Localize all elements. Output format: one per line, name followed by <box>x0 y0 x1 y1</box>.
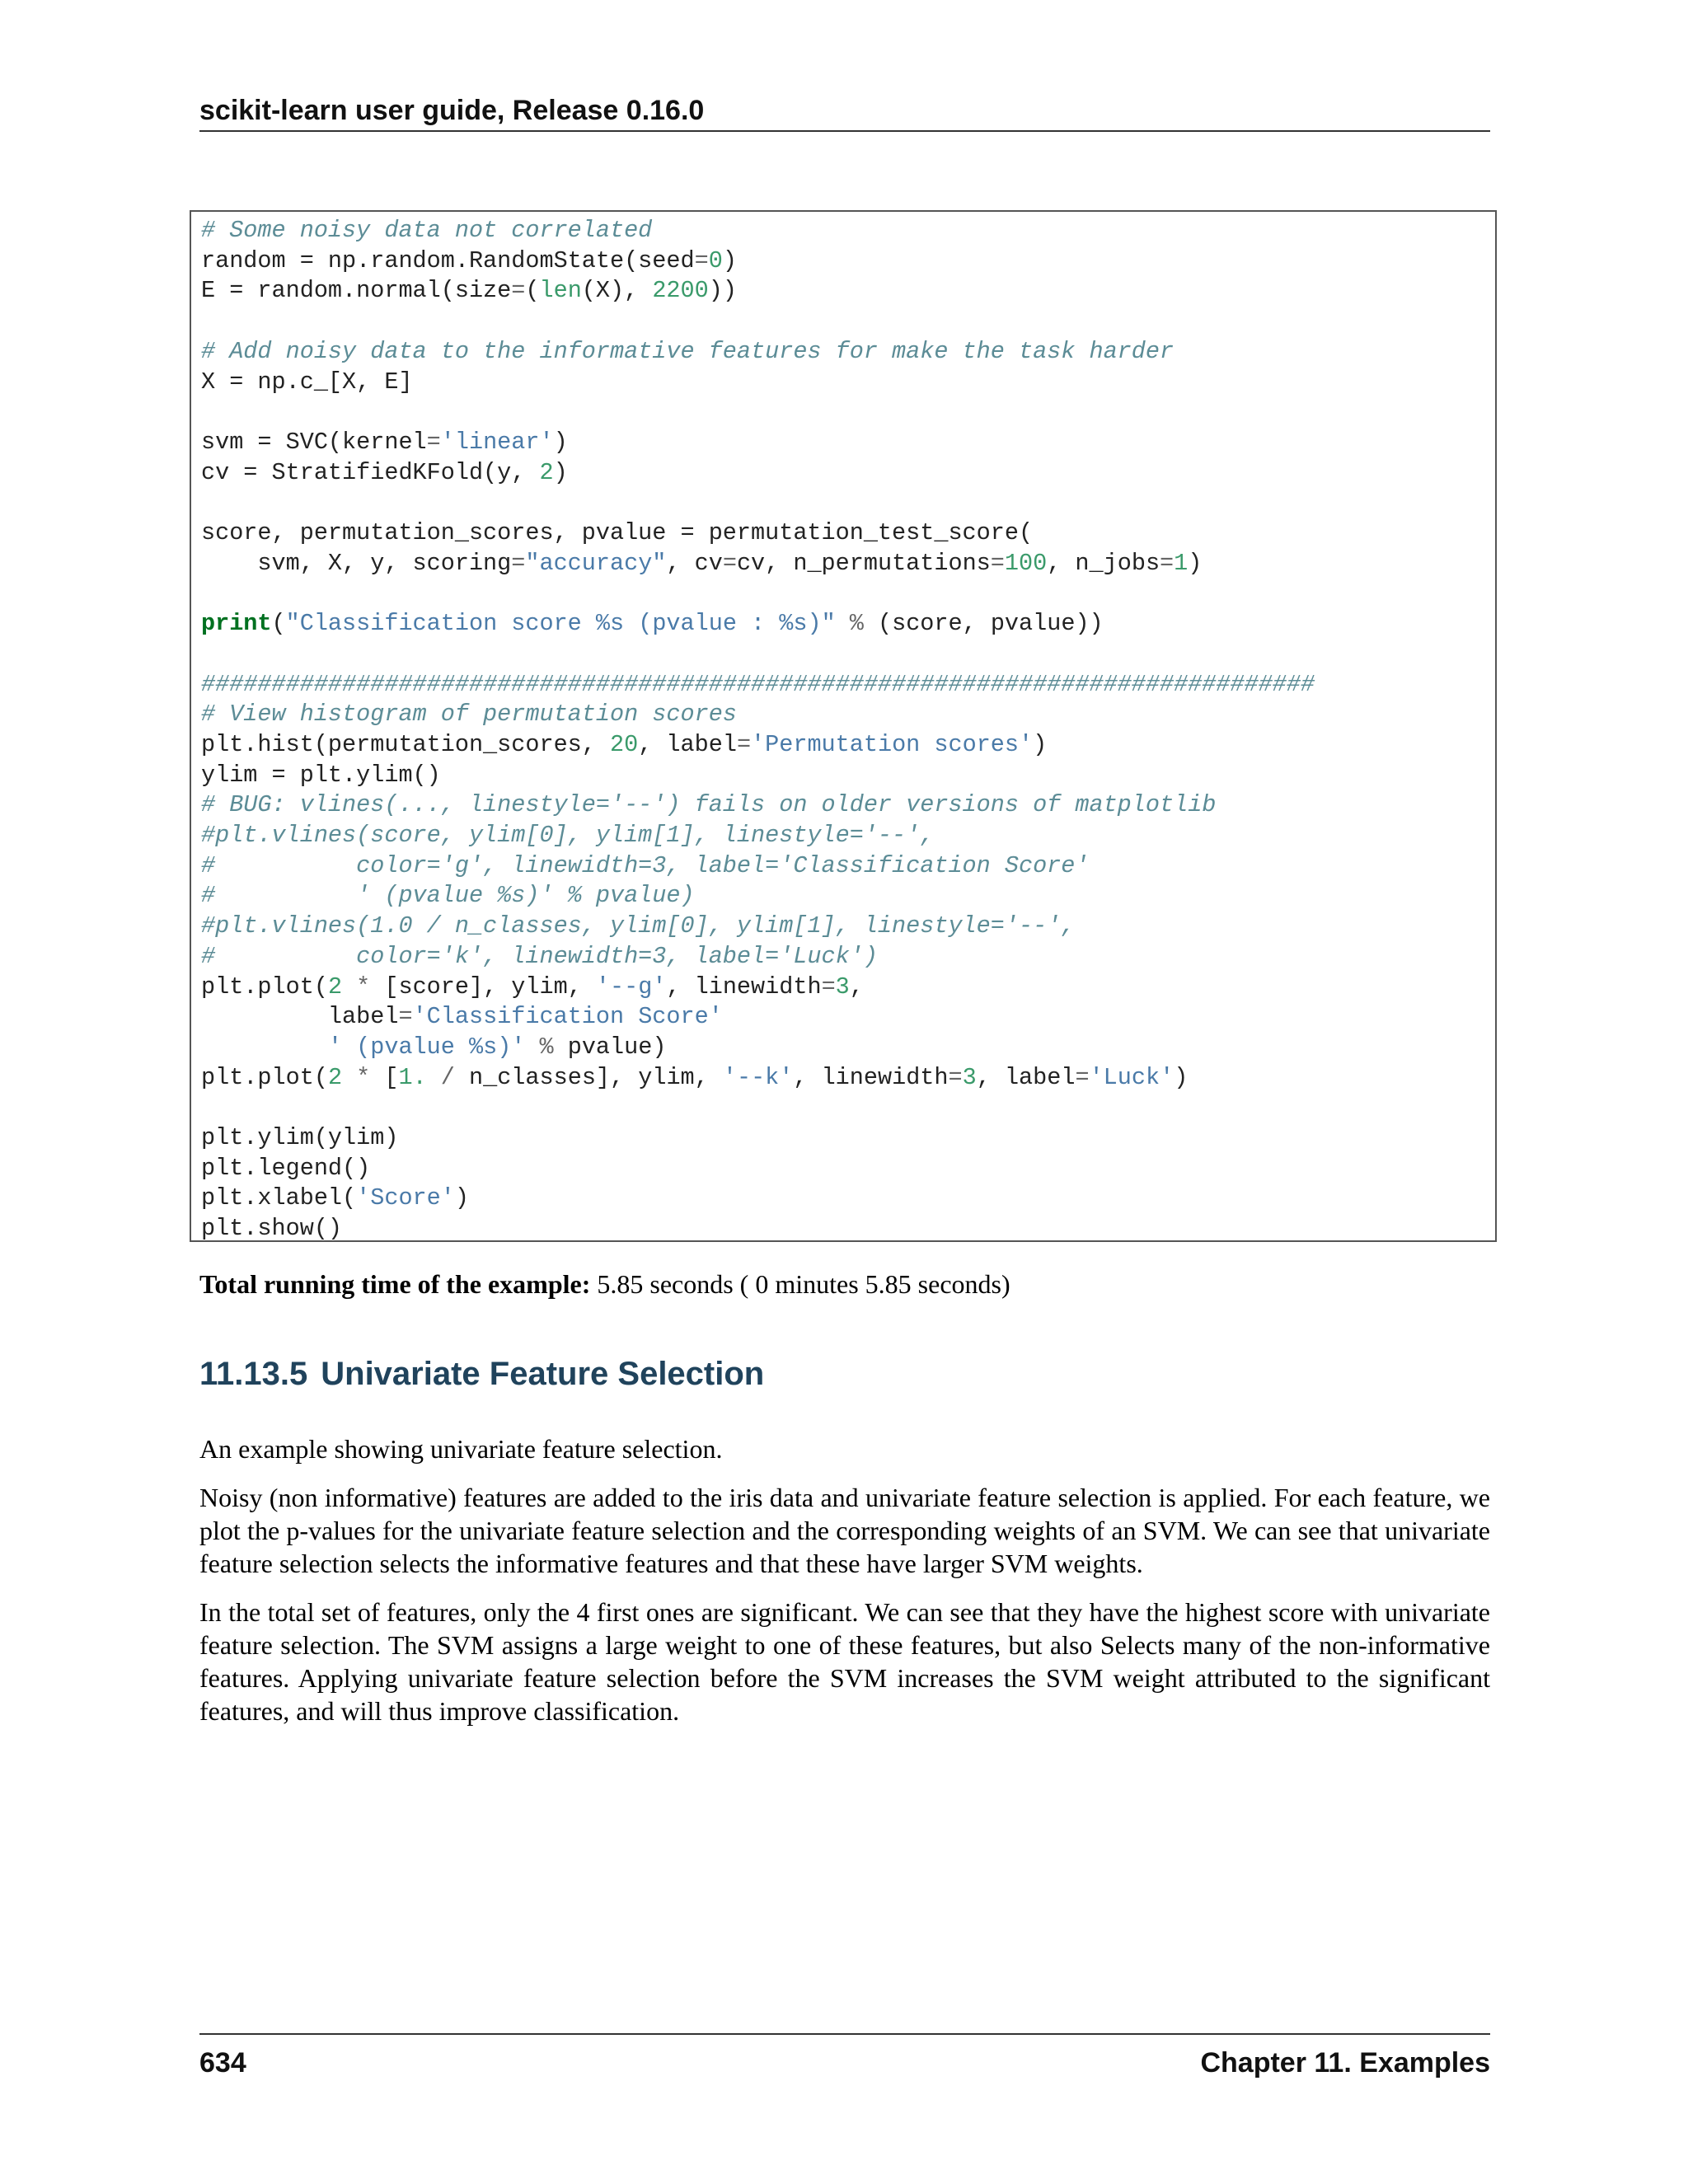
code-token: # Add noisy data to the informative features for make the task harder <box>201 337 1175 365</box>
code-token: ylim = plt.ylim() <box>201 761 441 789</box>
code-token: [score], ylim, <box>384 972 596 1001</box>
section-number: 11.13.5 <box>199 1356 308 1392</box>
code-token <box>201 1033 328 1061</box>
code-line <box>201 700 737 729</box>
code-token: = <box>511 277 526 305</box>
code-line <box>201 337 1174 367</box>
runtime-value: 5.85 seconds ( 0 minutes 5.85 seconds) <box>590 1269 1010 1299</box>
code-token: n_classes], ylim, <box>469 1063 723 1091</box>
code-token: 1. <box>398 1063 427 1091</box>
code-token: = <box>821 972 836 1001</box>
section-heading <box>199 1353 764 1394</box>
code-line <box>201 912 1075 941</box>
code-line <box>201 1154 370 1183</box>
code-token: , label <box>976 1063 1076 1091</box>
code-line <box>201 428 568 457</box>
code-token: cv = StratifiedKFold(y, <box>201 458 540 486</box>
code-token: = <box>990 549 1005 577</box>
code-line <box>201 761 441 790</box>
code-line <box>201 1123 398 1153</box>
code-token: # color='k', linewidth=3, label='Luck') <box>201 942 878 970</box>
code-token: ( <box>525 277 540 305</box>
code-token: 2 <box>539 458 554 486</box>
code-line <box>201 972 864 1002</box>
code-token: , n_jobs <box>1047 549 1160 577</box>
code-token: #plt.vlines(1.0 / n_classes, ylim[0], ylim[1], linestyle='--', <box>201 912 1076 940</box>
code-token: plt.legend() <box>201 1154 371 1182</box>
code-token: #plt.vlines(score, ylim[0], ylim[1], linestyle='--', <box>201 822 935 849</box>
code-token: = <box>694 246 709 274</box>
code-token: # ' (pvalue %s)' % pvalue) <box>201 882 695 910</box>
code-token: )) <box>708 277 737 305</box>
code-token: '--g' <box>595 972 667 1001</box>
code-token: score, permutation_scores, pvalue = permutation_test_score( <box>201 519 1034 546</box>
page-number: 634 <box>199 2047 246 2079</box>
code-token: # Some noisy data not correlated <box>201 217 653 244</box>
code-line <box>201 609 1104 639</box>
code-token: # View histogram of permutation scores <box>201 701 737 729</box>
code-token: , linewidth <box>793 1063 949 1091</box>
code-token: = <box>1160 549 1175 577</box>
code-token: ) <box>553 458 568 486</box>
code-token: plt.plot( <box>201 1063 328 1091</box>
code-token: %s <box>779 610 808 638</box>
code-token: random = np.random.RandomState(seed <box>201 246 695 274</box>
code-token: (X), <box>581 277 653 305</box>
code-line <box>201 1183 469 1213</box>
runtime-note <box>199 1268 1010 1301</box>
code-token: svm = SVC(kernel <box>201 428 427 456</box>
page-footer <box>199 2033 1490 2081</box>
code-token: = <box>1075 1063 1090 1091</box>
code-line <box>201 549 1202 579</box>
code-token: plt.xlabel( <box>201 1184 357 1212</box>
code-token: * <box>342 1063 385 1091</box>
code-token: 2 <box>327 1063 343 1091</box>
code-token: % <box>525 1033 568 1061</box>
code-token: = <box>948 1063 963 1091</box>
code-token: (pvalue : <box>624 610 780 638</box>
code-token: "Classification score <box>285 610 596 638</box>
code-token: cv, n_permutations <box>736 549 991 577</box>
code-line <box>201 1063 1188 1093</box>
code-token: (score, pvalue)) <box>878 610 1104 638</box>
running-header <box>199 92 1490 132</box>
runtime-label: Total running time of the example: <box>199 1269 591 1299</box>
code-token: 'Score' <box>356 1184 455 1212</box>
code-token: plt.hist(permutation_scores, <box>201 730 610 758</box>
code-token: '--k' <box>722 1063 794 1091</box>
code-token: % <box>835 610 878 638</box>
code-line <box>201 851 1089 881</box>
code-token: len <box>539 277 582 305</box>
code-line <box>201 730 1047 760</box>
code-token: ############################################################################### <box>201 670 1315 698</box>
code-token: ) <box>1033 730 1048 758</box>
code-token: 'Luck' <box>1089 1063 1175 1091</box>
paragraph-intro: An example showing univariate feature selection. <box>199 1434 723 1464</box>
code-token: 100 <box>1004 549 1048 577</box>
code-line <box>201 881 695 911</box>
code-token: 0 <box>708 246 723 274</box>
code-token: = <box>398 1003 413 1031</box>
code-line <box>201 216 652 246</box>
code-token: %s <box>595 610 625 638</box>
code-line <box>201 670 1315 700</box>
code-token: plt.show() <box>201 1215 343 1243</box>
code-token: X = np.c_[X, E] <box>201 368 413 396</box>
code-token: = <box>511 549 526 577</box>
code-token: plt.plot( <box>201 972 328 1001</box>
code-token: E = random.normal(size <box>201 277 512 305</box>
code-token: )" <box>807 610 836 638</box>
code-token: [ <box>384 1063 399 1091</box>
code-line <box>201 790 1216 820</box>
code-line <box>201 1033 666 1062</box>
code-token: , label <box>638 730 737 758</box>
code-token: ' (pvalue <box>327 1033 469 1061</box>
code-token: 'linear' <box>440 428 554 456</box>
code-token: # BUG: vlines(..., linestyle='--') fails on older versions of matplotlib <box>201 791 1217 819</box>
code-line <box>201 942 878 972</box>
code-token: = <box>736 730 752 758</box>
code-token: 1 <box>1174 549 1189 577</box>
code-token: 2200 <box>652 277 709 305</box>
code-token: 2 <box>327 972 343 1001</box>
code-token: svm, X, y, scoring <box>201 549 512 577</box>
header-title: scikit-learn user guide, Release 0.16.0 <box>199 95 705 126</box>
code-line <box>201 368 413 397</box>
code-token: ( <box>271 610 286 638</box>
code-token: print <box>201 610 272 638</box>
code-token: / <box>426 1063 469 1091</box>
paragraph-significance: In the total set of features, only the 4 first ones are significant. We can see that they have the highest score with univariate feature selection. The SVM assigns a large weight to one of these features, but also Selects many of the non-informative features. Applying univariate feature selection before the SVM increases the SVM weight attributed to the significant features, and will thus improve classification. <box>199 1597 1490 1726</box>
code-line <box>201 458 568 488</box>
code-token: , cv <box>666 549 723 577</box>
chapter-label: Chapter 11. Examples <box>1200 2047 1490 2079</box>
code-token: = <box>426 428 441 456</box>
code-token: ) <box>1174 1063 1189 1091</box>
code-line <box>201 246 737 276</box>
code-token: , linewidth <box>666 972 822 1001</box>
code-line <box>201 821 934 851</box>
code-token: , <box>849 972 864 1001</box>
section-title: Univariate Feature Selection <box>321 1356 765 1392</box>
code-token: )' <box>497 1033 526 1061</box>
code-token: plt.ylim(ylim) <box>201 1124 399 1151</box>
code-token: 'Permutation scores' <box>751 730 1034 758</box>
code-token: ) <box>722 246 737 274</box>
code-token: * <box>342 972 385 1001</box>
code-token: ) <box>454 1184 469 1212</box>
code-token: ) <box>1188 549 1203 577</box>
code-token: pvalue) <box>567 1033 667 1061</box>
code-token: # color='g', linewidth=3, label='Classification Score' <box>201 851 1090 879</box>
code-token: ) <box>553 428 568 456</box>
code-block <box>190 210 1497 1242</box>
code-token: = <box>722 549 737 577</box>
code-token: %s <box>468 1033 498 1061</box>
code-line <box>201 276 737 306</box>
paragraph-description: Noisy (non informative) features are added to the iris data and univariate feature selection is applied. For each feature, we plot the p-values for the univariate feature selection and the corresponding weights of an SVM. We can see that univariate feature selection selects the informative features and that these have larger SVM weights. <box>199 1483 1490 1578</box>
code-token: 'Classification Score' <box>412 1003 723 1031</box>
code-line <box>201 1002 723 1032</box>
code-line <box>201 1214 342 1244</box>
code-token: 20 <box>609 730 639 758</box>
code-token: 3 <box>962 1063 977 1091</box>
code-line <box>201 518 1033 548</box>
code-token: "accuracy" <box>525 549 667 577</box>
code-token: 3 <box>835 972 850 1001</box>
code-token: label <box>201 1003 399 1031</box>
